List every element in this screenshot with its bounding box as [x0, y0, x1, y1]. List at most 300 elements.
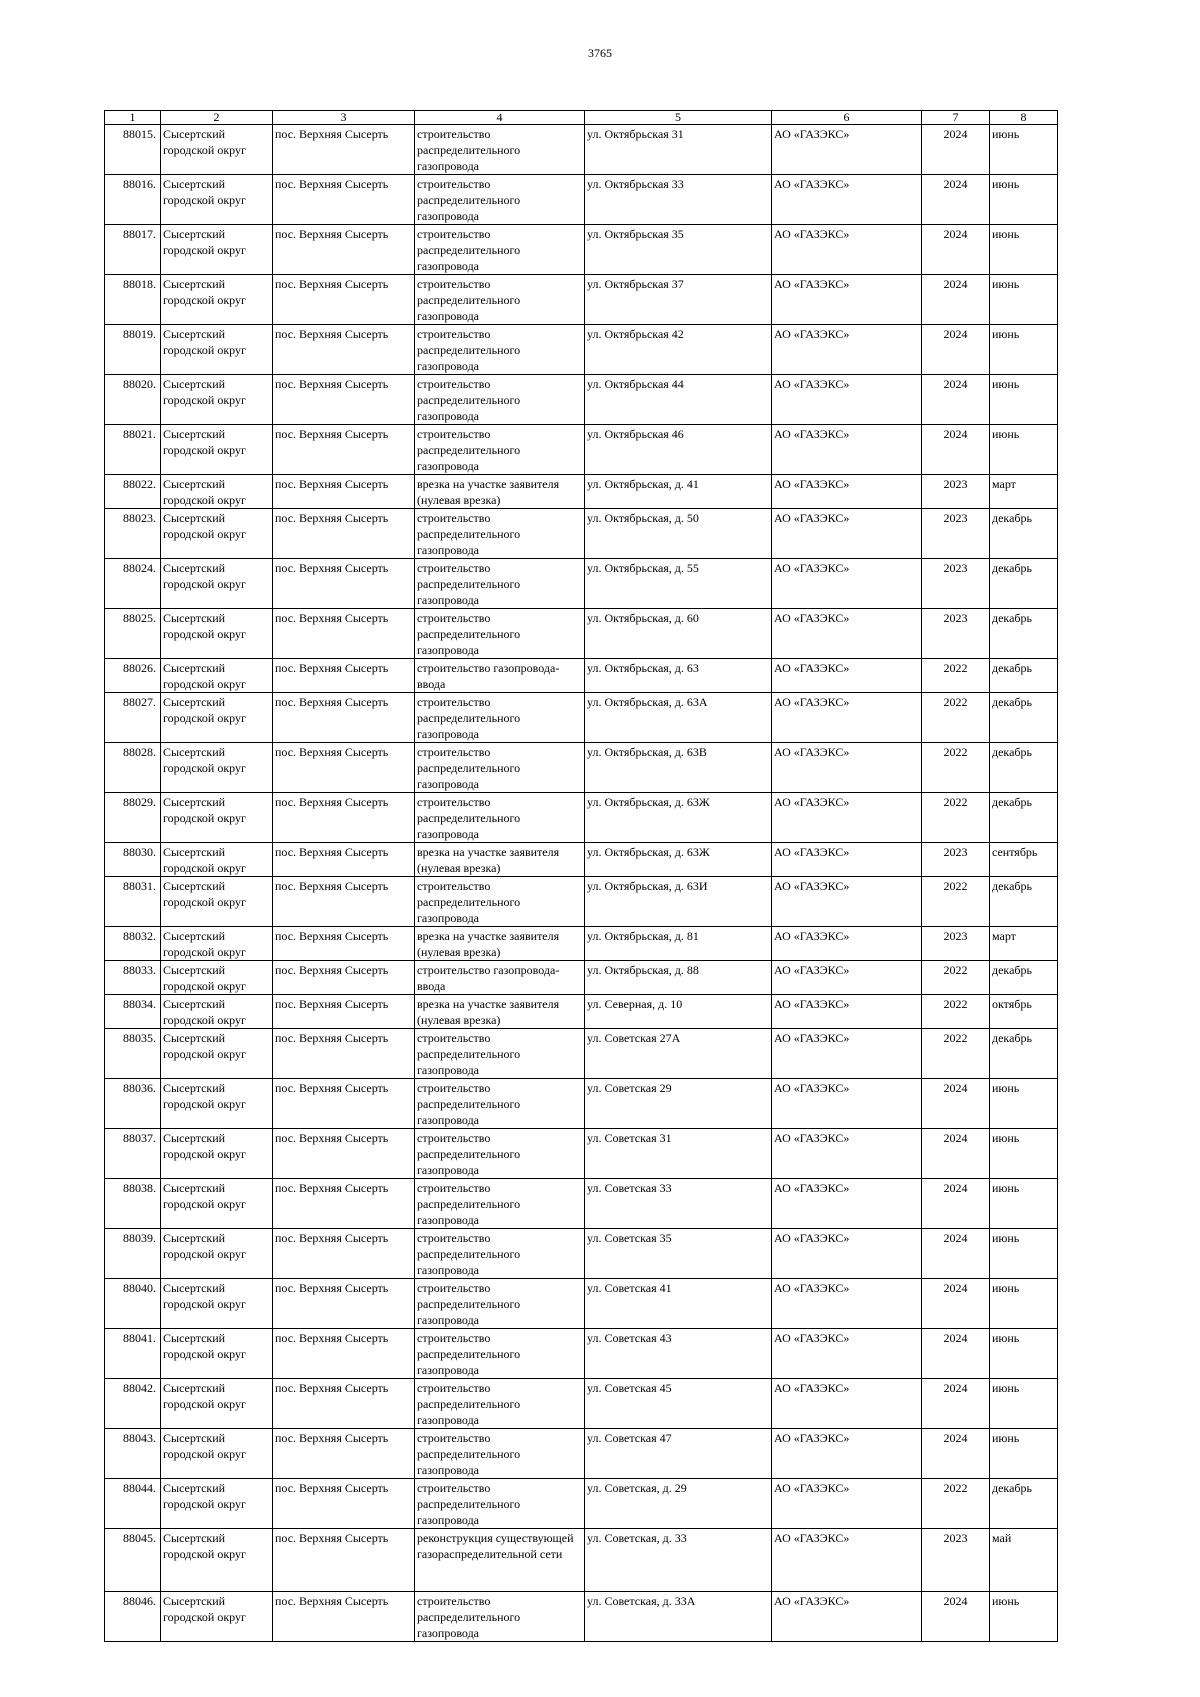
column-header-8: 8	[990, 111, 1058, 125]
month-cell: июнь	[990, 1129, 1058, 1179]
district-cell: Сысертский городской округ	[161, 1529, 273, 1592]
settlement-cell: пос. Верхняя Сысерть	[273, 609, 415, 659]
organization-cell: АО «ГАЗЭКС»	[772, 927, 922, 961]
table-row	[105, 1379, 1058, 1429]
year-cell: 2022	[922, 995, 990, 1029]
address-cell: ул. Советская 31	[585, 1129, 772, 1179]
table-row	[105, 275, 1058, 325]
row-number: 88039.	[105, 1229, 161, 1279]
month-cell: декабрь	[990, 961, 1058, 995]
district-cell: Сысертский городской округ	[161, 659, 273, 693]
settlement-cell: пос. Верхняя Сысерть	[273, 1529, 415, 1592]
district-cell: Сысертский городской округ	[161, 793, 273, 843]
month-cell: сентябрь	[990, 843, 1058, 877]
month-cell: март	[990, 475, 1058, 509]
address-cell: ул. Советская 41	[585, 1279, 772, 1329]
district-cell: Сысертский городской округ	[161, 559, 273, 609]
year-cell: 2023	[922, 1529, 990, 1592]
year-cell: 2024	[922, 1279, 990, 1329]
address-cell: ул. Октябрьская, д. 63Ж	[585, 843, 772, 877]
work-type-cell: строительство распределительного газопровода	[415, 1379, 585, 1429]
address-cell: ул. Октябрьская 35	[585, 225, 772, 275]
month-cell: декабрь	[990, 877, 1058, 927]
district-cell: Сысертский городской округ	[161, 877, 273, 927]
row-number: 88025.	[105, 609, 161, 659]
district-cell: Сысертский городской округ	[161, 425, 273, 475]
district-cell: Сысертский городской округ	[161, 175, 273, 225]
table-row	[105, 1129, 1058, 1179]
table-row	[105, 125, 1058, 175]
table-row	[105, 325, 1058, 375]
year-cell: 2024	[922, 1179, 990, 1229]
settlement-cell: пос. Верхняя Сысерть	[273, 1229, 415, 1279]
table-row	[105, 1329, 1058, 1379]
settlement-cell: пос. Верхняя Сысерть	[273, 1429, 415, 1479]
work-type-cell: строительство газопровода-ввода	[415, 659, 585, 693]
organization-cell: АО «ГАЗЭКС»	[772, 275, 922, 325]
address-cell: ул. Советская, д. 33А	[585, 1592, 772, 1642]
address-cell: ул. Советская 47	[585, 1429, 772, 1479]
year-cell: 2023	[922, 927, 990, 961]
settlement-cell: пос. Верхняя Сысерть	[273, 1029, 415, 1079]
settlement-cell: пос. Верхняя Сысерть	[273, 1592, 415, 1642]
row-number: 88022.	[105, 475, 161, 509]
month-cell: декабрь	[990, 509, 1058, 559]
work-type-cell: строительство распределительного газопровода	[415, 325, 585, 375]
year-cell: 2024	[922, 325, 990, 375]
table-row	[105, 1529, 1058, 1592]
settlement-cell: пос. Верхняя Сысерть	[273, 509, 415, 559]
organization-cell: АО «ГАЗЭКС»	[772, 125, 922, 175]
row-number: 88043.	[105, 1429, 161, 1479]
work-type-cell: строительство распределительного газопровода	[415, 275, 585, 325]
organization-cell: АО «ГАЗЭКС»	[772, 1529, 922, 1592]
settlement-cell: пос. Верхняя Сысерть	[273, 1479, 415, 1529]
row-number: 88032.	[105, 927, 161, 961]
month-cell: декабрь	[990, 793, 1058, 843]
table-row	[105, 793, 1058, 843]
month-cell: июнь	[990, 225, 1058, 275]
settlement-cell: пос. Верхняя Сысерть	[273, 961, 415, 995]
district-cell: Сысертский городской округ	[161, 1229, 273, 1279]
year-cell: 2024	[922, 1379, 990, 1429]
row-number: 88041.	[105, 1329, 161, 1379]
work-type-cell: строительство распределительного газопровода	[415, 175, 585, 225]
row-number: 88030.	[105, 843, 161, 877]
district-cell: Сысертский городской округ	[161, 1079, 273, 1129]
table-row	[105, 995, 1058, 1029]
district-cell: Сысертский городской округ	[161, 1179, 273, 1229]
work-type-cell: строительство распределительного газопровода	[415, 1479, 585, 1529]
work-type-cell: строительство распределительного газопровода	[415, 509, 585, 559]
month-cell: июнь	[990, 325, 1058, 375]
year-cell: 2022	[922, 961, 990, 995]
organization-cell: АО «ГАЗЭКС»	[772, 1129, 922, 1179]
year-cell: 2024	[922, 275, 990, 325]
address-cell: ул. Октябрьская 42	[585, 325, 772, 375]
settlement-cell: пос. Верхняя Сысерть	[273, 927, 415, 961]
work-type-cell: строительство распределительного газопровода	[415, 375, 585, 425]
year-cell: 2022	[922, 1479, 990, 1529]
month-cell: декабрь	[990, 659, 1058, 693]
district-cell: Сысертский городской округ	[161, 995, 273, 1029]
district-cell: Сысертский городской округ	[161, 125, 273, 175]
settlement-cell: пос. Верхняя Сысерть	[273, 375, 415, 425]
organization-cell: АО «ГАЗЭКС»	[772, 995, 922, 1029]
address-cell: ул. Советская, д. 33	[585, 1529, 772, 1592]
organization-cell: АО «ГАЗЭКС»	[772, 843, 922, 877]
row-number: 88015.	[105, 125, 161, 175]
organization-cell: АО «ГАЗЭКС»	[772, 375, 922, 425]
year-cell: 2024	[922, 125, 990, 175]
table-row	[105, 609, 1058, 659]
settlement-cell: пос. Верхняя Сысерть	[273, 425, 415, 475]
year-cell: 2022	[922, 1029, 990, 1079]
work-type-cell: строительство газопровода-ввода	[415, 961, 585, 995]
table-row	[105, 693, 1058, 743]
organization-cell: АО «ГАЗЭКС»	[772, 1029, 922, 1079]
header-row	[105, 111, 1058, 125]
organization-cell: АО «ГАЗЭКС»	[772, 509, 922, 559]
settlement-cell: пос. Верхняя Сысерть	[273, 275, 415, 325]
organization-cell: АО «ГАЗЭКС»	[772, 225, 922, 275]
row-number: 88035.	[105, 1029, 161, 1079]
month-cell: июнь	[990, 1279, 1058, 1329]
settlement-cell: пос. Верхняя Сысерть	[273, 175, 415, 225]
address-cell: ул. Октябрьская, д. 60	[585, 609, 772, 659]
year-cell: 2024	[922, 225, 990, 275]
table-row	[105, 659, 1058, 693]
month-cell: май	[990, 1529, 1058, 1592]
table-row	[105, 1279, 1058, 1329]
work-type-cell: строительство распределительного газопровода	[415, 1329, 585, 1379]
district-cell: Сысертский городской округ	[161, 1429, 273, 1479]
year-cell: 2023	[922, 609, 990, 659]
settlement-cell: пос. Верхняя Сысерть	[273, 559, 415, 609]
work-type-cell: реконструкция существующей газораспределительной сети	[415, 1529, 585, 1592]
address-cell: ул. Октябрьская, д. 88	[585, 961, 772, 995]
table-row	[105, 843, 1058, 877]
settlement-cell: пос. Верхняя Сысерть	[273, 995, 415, 1029]
address-cell: ул. Северная, д. 10	[585, 995, 772, 1029]
year-cell: 2023	[922, 843, 990, 877]
table-row	[105, 225, 1058, 275]
row-number: 88016.	[105, 175, 161, 225]
settlement-cell: пос. Верхняя Сысерть	[273, 877, 415, 927]
table-row	[105, 475, 1058, 509]
address-cell: ул. Советская 27А	[585, 1029, 772, 1079]
row-number: 88024.	[105, 559, 161, 609]
work-type-cell: строительство распределительного газопровода	[415, 1179, 585, 1229]
settlement-cell: пос. Верхняя Сысерть	[273, 1279, 415, 1329]
column-header-5: 5	[585, 111, 772, 125]
settlement-cell: пос. Верхняя Сысерть	[273, 1329, 415, 1379]
address-cell: ул. Советская 45	[585, 1379, 772, 1429]
district-cell: Сысертский городской округ	[161, 475, 273, 509]
month-cell: июнь	[990, 1592, 1058, 1642]
table-row	[105, 1229, 1058, 1279]
address-cell: ул. Октябрьская, д. 41	[585, 475, 772, 509]
column-header-7: 7	[922, 111, 990, 125]
work-type-cell: строительство распределительного газопровода	[415, 425, 585, 475]
work-type-cell: строительство распределительного газопровода	[415, 609, 585, 659]
address-cell: ул. Октябрьская, д. 63В	[585, 743, 772, 793]
month-cell: июнь	[990, 275, 1058, 325]
column-header-2: 2	[161, 111, 273, 125]
year-cell: 2024	[922, 1592, 990, 1642]
organization-cell: АО «ГАЗЭКС»	[772, 1592, 922, 1642]
settlement-cell: пос. Верхняя Сысерть	[273, 843, 415, 877]
settlement-cell: пос. Верхняя Сысерть	[273, 693, 415, 743]
row-number: 88034.	[105, 995, 161, 1029]
settlement-cell: пос. Верхняя Сысерть	[273, 125, 415, 175]
table-row	[105, 743, 1058, 793]
district-cell: Сысертский городской округ	[161, 1479, 273, 1529]
month-cell: декабрь	[990, 1029, 1058, 1079]
organization-cell: АО «ГАЗЭКС»	[772, 1329, 922, 1379]
row-number: 88021.	[105, 425, 161, 475]
month-cell: декабрь	[990, 1479, 1058, 1529]
column-header-3: 3	[273, 111, 415, 125]
organization-cell: АО «ГАЗЭКС»	[772, 1179, 922, 1229]
row-number: 88029.	[105, 793, 161, 843]
year-cell: 2022	[922, 659, 990, 693]
year-cell: 2022	[922, 693, 990, 743]
organization-cell: АО «ГАЗЭКС»	[772, 693, 922, 743]
organization-cell: АО «ГАЗЭКС»	[772, 1479, 922, 1529]
column-header-4: 4	[415, 111, 585, 125]
row-number: 88018.	[105, 275, 161, 325]
row-number: 88044.	[105, 1479, 161, 1529]
district-cell: Сысертский городской округ	[161, 1129, 273, 1179]
row-number: 88040.	[105, 1279, 161, 1329]
address-cell: ул. Октябрьская, д. 55	[585, 559, 772, 609]
month-cell: декабрь	[990, 609, 1058, 659]
row-number: 88028.	[105, 743, 161, 793]
organization-cell: АО «ГАЗЭКС»	[772, 743, 922, 793]
settlement-cell: пос. Верхняя Сысерть	[273, 1129, 415, 1179]
row-number: 88031.	[105, 877, 161, 927]
row-number: 88026.	[105, 659, 161, 693]
month-cell: июнь	[990, 1429, 1058, 1479]
year-cell: 2023	[922, 559, 990, 609]
district-cell: Сысертский городской округ	[161, 927, 273, 961]
table-row	[105, 877, 1058, 927]
address-cell: ул. Советская 43	[585, 1329, 772, 1379]
address-cell: ул. Октябрьская, д. 50	[585, 509, 772, 559]
work-type-cell: строительство распределительного газопровода	[415, 793, 585, 843]
district-cell: Сысертский городской округ	[161, 1592, 273, 1642]
work-type-cell: строительство распределительного газопровода	[415, 1079, 585, 1129]
district-cell: Сысертский городской округ	[161, 961, 273, 995]
organization-cell: АО «ГАЗЭКС»	[772, 1379, 922, 1429]
table-row	[105, 1592, 1058, 1642]
table-row	[105, 961, 1058, 995]
year-cell: 2023	[922, 509, 990, 559]
table-row	[105, 425, 1058, 475]
district-cell: Сысертский городской округ	[161, 693, 273, 743]
table-row	[105, 1079, 1058, 1129]
row-number: 88046.	[105, 1592, 161, 1642]
year-cell: 2024	[922, 1079, 990, 1129]
district-cell: Сысертский городской округ	[161, 275, 273, 325]
column-header-1: 1	[105, 111, 161, 125]
address-cell: ул. Октябрьская, д. 63И	[585, 877, 772, 927]
organization-cell: АО «ГАЗЭКС»	[772, 475, 922, 509]
year-cell: 2024	[922, 375, 990, 425]
address-cell: ул. Октябрьская 46	[585, 425, 772, 475]
table-row	[105, 175, 1058, 225]
address-cell: ул. Советская, д. 29	[585, 1479, 772, 1529]
district-cell: Сысертский городской округ	[161, 375, 273, 425]
year-cell: 2023	[922, 475, 990, 509]
organization-cell: АО «ГАЗЭКС»	[772, 425, 922, 475]
year-cell: 2024	[922, 1229, 990, 1279]
organization-cell: АО «ГАЗЭКС»	[772, 877, 922, 927]
work-type-cell: строительство распределительного газопровода	[415, 1229, 585, 1279]
year-cell: 2022	[922, 877, 990, 927]
district-cell: Сысертский городской округ	[161, 743, 273, 793]
column-header-6: 6	[772, 111, 922, 125]
settlement-cell: пос. Верхняя Сысерть	[273, 1179, 415, 1229]
organization-cell: АО «ГАЗЭКС»	[772, 325, 922, 375]
address-cell: ул. Октябрьская, д. 63	[585, 659, 772, 693]
row-number: 88020.	[105, 375, 161, 425]
address-cell: ул. Октябрьская 44	[585, 375, 772, 425]
work-type-cell: строительство распределительного газопровода	[415, 1129, 585, 1179]
month-cell: июнь	[990, 1079, 1058, 1129]
address-cell: ул. Советская 35	[585, 1229, 772, 1279]
month-cell: июнь	[990, 1329, 1058, 1379]
table-row	[105, 1179, 1058, 1229]
organization-cell: АО «ГАЗЭКС»	[772, 1429, 922, 1479]
address-cell: ул. Октябрьская, д. 63Ж	[585, 793, 772, 843]
work-type-cell: строительство распределительного газопровода	[415, 1029, 585, 1079]
address-cell: ул. Октябрьская, д. 63А	[585, 693, 772, 743]
address-cell: ул. Советская 33	[585, 1179, 772, 1229]
row-number: 88019.	[105, 325, 161, 375]
row-number: 88023.	[105, 509, 161, 559]
organization-cell: АО «ГАЗЭКС»	[772, 1229, 922, 1279]
month-cell: декабрь	[990, 743, 1058, 793]
organization-cell: АО «ГАЗЭКС»	[772, 793, 922, 843]
row-number: 88033.	[105, 961, 161, 995]
year-cell: 2024	[922, 1329, 990, 1379]
year-cell: 2022	[922, 793, 990, 843]
address-cell: ул. Октябрьская 37	[585, 275, 772, 325]
work-type-cell: врезка на участке заявителя (нулевая врезка)	[415, 843, 585, 877]
table-row	[105, 1479, 1058, 1529]
settlement-cell: пос. Верхняя Сысерть	[273, 1079, 415, 1129]
row-number: 88036.	[105, 1079, 161, 1129]
settlement-cell: пос. Верхняя Сысерть	[273, 225, 415, 275]
table-header	[105, 111, 1058, 125]
work-type-cell: врезка на участке заявителя (нулевая врезка)	[415, 995, 585, 1029]
settlement-cell: пос. Верхняя Сысерть	[273, 793, 415, 843]
month-cell: октябрь	[990, 995, 1058, 1029]
organization-cell: АО «ГАЗЭКС»	[772, 559, 922, 609]
table-row	[105, 375, 1058, 425]
month-cell: июнь	[990, 1229, 1058, 1279]
work-type-cell: строительство распределительного газопровода	[415, 743, 585, 793]
organization-cell: АО «ГАЗЭКС»	[772, 1279, 922, 1329]
year-cell: 2022	[922, 743, 990, 793]
year-cell: 2024	[922, 1129, 990, 1179]
month-cell: июнь	[990, 425, 1058, 475]
table-row	[105, 1029, 1058, 1079]
organization-cell: АО «ГАЗЭКС»	[772, 609, 922, 659]
work-type-cell: врезка на участке заявителя (нулевая врезка)	[415, 927, 585, 961]
settlement-cell: пос. Верхняя Сысерть	[273, 475, 415, 509]
work-type-cell: строительство распределительного газопровода	[415, 225, 585, 275]
table-row	[105, 509, 1058, 559]
work-type-cell: врезка на участке заявителя (нулевая врезка)	[415, 475, 585, 509]
row-number: 88017.	[105, 225, 161, 275]
address-cell: ул. Советская 29	[585, 1079, 772, 1129]
gasification-table	[104, 110, 1058, 1642]
organization-cell: АО «ГАЗЭКС»	[772, 961, 922, 995]
work-type-cell: строительство распределительного газопровода	[415, 125, 585, 175]
month-cell: декабрь	[990, 559, 1058, 609]
address-cell: ул. Октябрьская 33	[585, 175, 772, 225]
year-cell: 2024	[922, 175, 990, 225]
organization-cell: АО «ГАЗЭКС»	[772, 659, 922, 693]
district-cell: Сысертский городской округ	[161, 325, 273, 375]
organization-cell: АО «ГАЗЭКС»	[772, 175, 922, 225]
settlement-cell: пос. Верхняя Сысерть	[273, 325, 415, 375]
work-type-cell: строительство распределительного газопровода	[415, 1279, 585, 1329]
settlement-cell: пос. Верхняя Сысерть	[273, 1379, 415, 1429]
district-cell: Сысертский городской округ	[161, 843, 273, 877]
table-body	[105, 125, 1058, 1642]
year-cell: 2024	[922, 425, 990, 475]
district-cell: Сысертский городской округ	[161, 1329, 273, 1379]
organization-cell: АО «ГАЗЭКС»	[772, 1079, 922, 1129]
month-cell: июнь	[990, 1179, 1058, 1229]
page-number: 3765	[588, 46, 612, 60]
work-type-cell: строительство распределительного газопровода	[415, 877, 585, 927]
district-cell: Сысертский городской округ	[161, 1279, 273, 1329]
district-cell: Сысертский городской округ	[161, 225, 273, 275]
month-cell: июнь	[990, 125, 1058, 175]
row-number: 88027.	[105, 693, 161, 743]
district-cell: Сысертский городской округ	[161, 1029, 273, 1079]
row-number: 88037.	[105, 1129, 161, 1179]
month-cell: июнь	[990, 175, 1058, 225]
month-cell: март	[990, 927, 1058, 961]
district-cell: Сысертский городской округ	[161, 1379, 273, 1429]
address-cell: ул. Октябрьская, д. 81	[585, 927, 772, 961]
row-number: 88045.	[105, 1529, 161, 1592]
work-type-cell: строительство распределительного газопровода	[415, 559, 585, 609]
work-type-cell: строительство распределительного газопровода	[415, 693, 585, 743]
table-row	[105, 1429, 1058, 1479]
work-type-cell: строительство распределительного газопровода	[415, 1429, 585, 1479]
year-cell: 2024	[922, 1429, 990, 1479]
district-cell: Сысертский городской округ	[161, 509, 273, 559]
district-cell: Сысертский городской округ	[161, 609, 273, 659]
table-row	[105, 559, 1058, 609]
work-type-cell: строительство распределительного газопровода	[415, 1592, 585, 1642]
month-cell: декабрь	[990, 693, 1058, 743]
table-row	[105, 927, 1058, 961]
row-number: 88042.	[105, 1379, 161, 1429]
month-cell: июнь	[990, 375, 1058, 425]
row-number: 88038.	[105, 1179, 161, 1229]
month-cell: июнь	[990, 1379, 1058, 1429]
settlement-cell: пос. Верхняя Сысерть	[273, 659, 415, 693]
address-cell: ул. Октябрьская 31	[585, 125, 772, 175]
